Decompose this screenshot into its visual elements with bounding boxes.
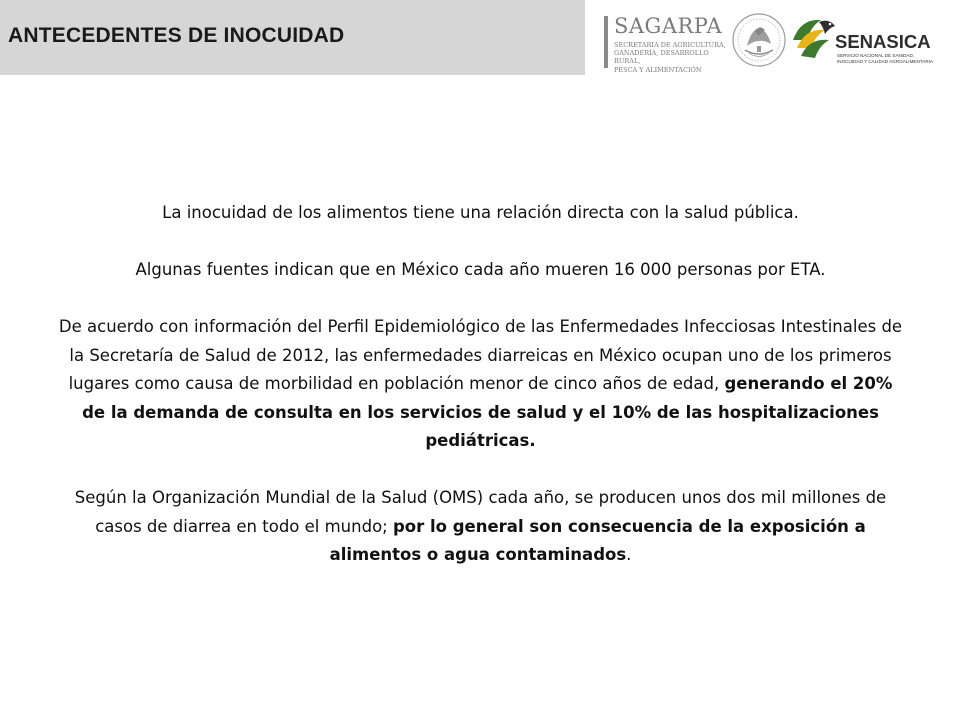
sagarpa-divider [604, 16, 608, 68]
senasica-subtitle [837, 53, 943, 65]
page-title: ANTECEDENTES DE INOCUIDAD [8, 24, 345, 47]
paragraph-period: . [626, 545, 632, 564]
paragraph-oms [58, 484, 903, 570]
sagarpa-name: SAGARPA [614, 14, 723, 38]
senasica-subtitle-line: SERVICIO NACIONAL DE SANIDAD, [837, 53, 915, 58]
senasica-emblem-icon [791, 14, 837, 64]
paragraph-epidemiology [58, 313, 903, 456]
title-bar [0, 0, 585, 75]
paragraph-emphasis: generando el 20% de la demanda de consulta en los servicios de salud y el 10% de las hospitalizaciones pediátricas. [82, 374, 893, 450]
mexican-national-seal-icon [731, 10, 787, 70]
paragraph-text: Según la Organización Mundial de la Salud (OMS) cada año, se producen unos dos mil millones de casos de diarrea en todo el mundo; [74, 488, 887, 536]
senasica-name: SENASICA [835, 31, 931, 52]
sagarpa-subtitle [614, 41, 726, 74]
sagarpa-subtitle-line: PESCA Y ALIMENTACIÓN [614, 65, 702, 74]
sagarpa-logo [598, 8, 726, 74]
paragraph-deaths [58, 256, 903, 285]
paragraph-text: La inocuidad de los alimentos tiene una relación directa con la salud pública. [162, 203, 799, 222]
sagarpa-subtitle-line: GANADERÍA, DESARROLLO RURAL, [614, 49, 709, 66]
paragraph-emphasis: por lo general son consecuencia de la exposición a alimentos o agua contaminados [329, 516, 866, 564]
paragraph-text: Algunas fuentes indican que en México cada año mueren 16 000 personas por ETA. [135, 260, 826, 279]
sagarpa-subtitle-line: SECRETARÍA DE AGRICULTURA, [614, 41, 726, 49]
senasica-logo [791, 10, 943, 74]
header-logos [598, 8, 943, 74]
paragraph-text: De acuerdo con información del Perfil Epidemiológico de las Enfermedades Infecciosas Intestinales de la Secretaría de Salud de 2012, las enfermedades diarreicas en México ocupan uno de los primeros lugares como causa de morbilidad en población menor de cinco años de edad, [58, 317, 903, 393]
body-text [58, 199, 903, 570]
senasica-subtitle-line: INOCUIDAD Y CALIDAD AGROALIMENTARIA [837, 59, 933, 64]
paragraph-food-safety [58, 199, 903, 228]
